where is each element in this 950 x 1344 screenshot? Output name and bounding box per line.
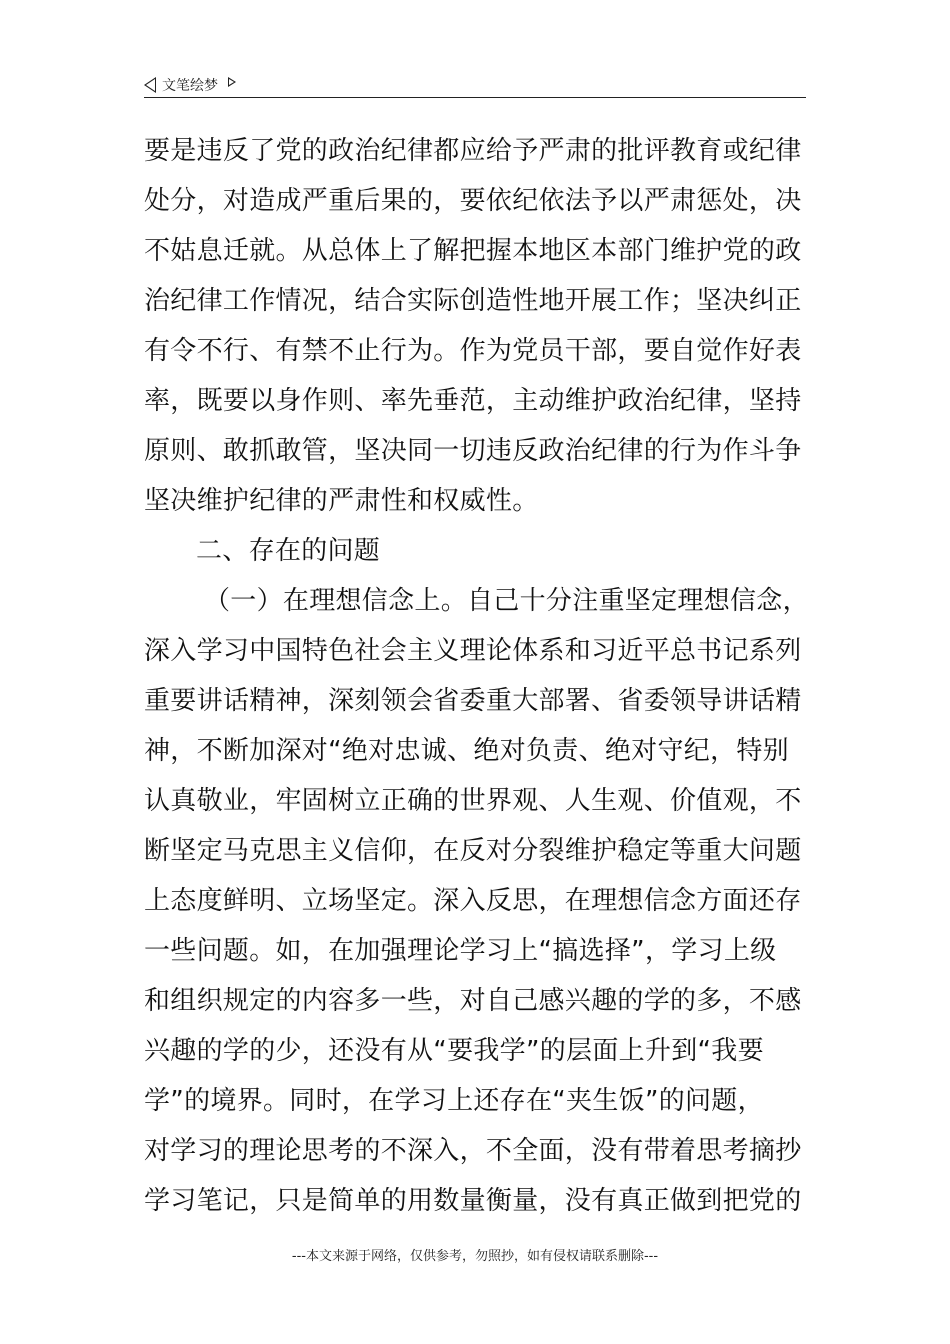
body-line: 处分，对造成严重后果的，要依纪依法予以严肃惩处，决 <box>144 186 802 216</box>
header-divider <box>144 97 806 98</box>
body-line: 上态度鲜明、立场坚定。深入反思，在理想信念方面还存 <box>144 886 802 916</box>
body-line: 兴趣的学的少，还没有从“要我学”的层面上升到“我要 <box>144 1036 764 1066</box>
body-line: 断坚定马克思主义信仰，在反对分裂维护稳定等重大问题 <box>144 836 802 866</box>
section-heading: 二、存在的问题 <box>196 536 381 566</box>
body-line: 和组织规定的内容多一些，对自己感兴趣的学的多，不感 <box>144 986 802 1016</box>
document-body <box>144 126 809 1226</box>
body-line: 有令不行、有禁不止行为。作为党员干部，要自觉作好表 <box>144 336 802 366</box>
body-line: 学习笔记，只是简单的用数量衡量，没有真正做到把党的 <box>144 1186 802 1216</box>
body-line: 重要讲话精神，深刻领会省委重大部署、省委领导讲话精 <box>144 686 802 716</box>
body-line: 不姑息迁就。从总体上了解把握本地区本部门维护党的政 <box>144 236 802 266</box>
body-line: 学”的境界。同时，在学习上还存在“夹生饭”的问题， <box>144 1086 764 1116</box>
body-line: 原则、敢抓敢管，坚决同一切违反政治纪律的行为作斗争 <box>144 436 802 466</box>
header-title: 文笔绘梦 <box>162 78 218 94</box>
body-line: 坚决维护纪律的严肃性和权威性。 <box>144 486 539 516</box>
body-line: 率，既要以身作则、率先垂范，主动维护政治纪律，坚持 <box>144 386 802 416</box>
subsection-heading: （一）在理想信念上。自己十分注重坚定理想信念， <box>204 586 809 616</box>
left-triangle-icon <box>144 77 156 93</box>
footer-disclaimer: ---本文来源于网络，仅供参考，勿照抄，如有侵权请联系删除--- <box>291 1249 659 1264</box>
body-line: 对学习的理论思考的不深入，不全面，没有带着思考摘抄 <box>144 1136 802 1166</box>
body-line: 深入学习中国特色社会主义理论体系和习近平总书记系列 <box>144 636 802 666</box>
body-line: 认真敬业，牢固树立正确的世界观、人生观、价值观，不 <box>144 786 802 816</box>
body-line: 神，不断加深对“绝对忠诚、绝对负责、绝对守纪，特别 <box>144 736 789 766</box>
body-line: 治纪律工作情况，结合实际创造性地开展工作；坚决纠正 <box>144 286 802 316</box>
body-line: 要是违反了党的政治纪律都应给予严肃的批评教育或纪律 <box>144 136 802 166</box>
body-line: 一些问题。如，在加强理论学习上“搞选择”，学习上级 <box>144 936 777 966</box>
page-header <box>144 74 236 96</box>
right-triangle-icon <box>228 77 236 87</box>
